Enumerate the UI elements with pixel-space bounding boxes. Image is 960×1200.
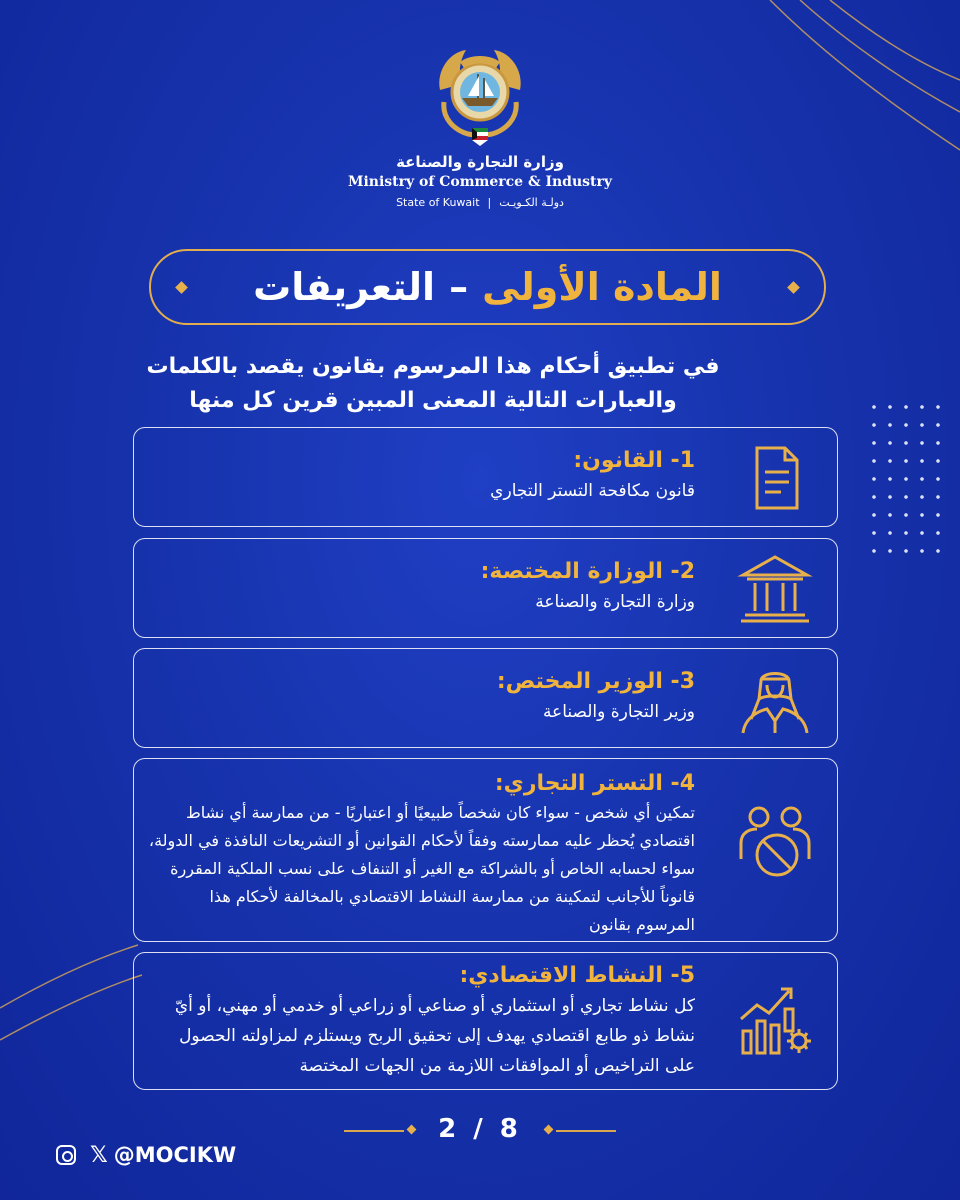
- title-dash: –: [449, 265, 469, 309]
- diamond-icon: [175, 281, 188, 294]
- state-arabic: دولـة الكـويـت: [499, 196, 564, 209]
- intro-line-1: في تطبيق أحكام هذا المرسوم بقانون يقصد بالكلمات: [146, 354, 720, 379]
- ministry-name-arabic: وزارة التجارة والصناعة: [396, 153, 564, 171]
- diamond-icon: [787, 281, 800, 294]
- social-handle[interactable]: @MOCIKW: [113, 1143, 237, 1167]
- definition-body: وزارة التجارة والصناعة: [535, 592, 695, 612]
- prohibited-people-icon: [735, 803, 815, 883]
- title-banner: [149, 249, 826, 325]
- document-icon: [735, 438, 815, 518]
- growth-chart-gear-icon: [735, 979, 815, 1059]
- definition-body: تمكين أي شخص - سواء كان شخصاً طبيعيًا أو اعتباريًا - من ممارسة أي نشاط اقتصادي يُحظر عليه ممارسته وفقاً لأحكام القوانين أو التشريعات النافذة في الدولة، سواء لحسابه الخاص أو بالشراكة مع الغير أو التنفاف على نسب الملكية المقررة قانوناً للأجانب لتمكينة من ممارسة النشاط الاقتصادي بالمخالفة لأحكام هذا المرسوم بقانون: [148, 803, 695, 934]
- definition-body: وزير التجارة والصناعة: [542, 702, 695, 722]
- definition-card-economic-activity: [133, 952, 838, 1090]
- state-english: State of Kuwait: [396, 196, 480, 209]
- definition-body: قانون مكافحة التستر التجاري: [490, 481, 695, 501]
- ministry-name-english: Ministry of Commerce & Industry: [347, 174, 613, 190]
- definition-heading: 5- النشاط الاقتصادي:: [459, 963, 695, 988]
- government-building-icon: [735, 549, 815, 629]
- state-separator: |: [487, 196, 492, 209]
- state-line: [0, 194, 960, 212]
- instagram-icon[interactable]: [56, 1145, 76, 1165]
- intro-line-2: والعبارات التالية المعنى المبين قرين كل منها: [189, 388, 677, 413]
- x-icon[interactable]: 𝕏: [90, 1142, 108, 1168]
- dot-pattern: [866, 398, 942, 558]
- definition-card-minister: [133, 648, 838, 748]
- definition-card-ministry: [133, 538, 838, 638]
- page-indicator: [330, 1114, 630, 1150]
- minister-person-icon: [735, 659, 815, 739]
- title-article: المادة الأولى: [482, 265, 722, 309]
- kuwait-emblem-logo: [432, 40, 528, 148]
- definition-body: كل نشاط تجاري أو استثماري أو صناعي أو زراعي أو خدمي أو مهني، أو أيّ نشاط ذو طابع اقتصادي يهدف إلى تحقيق الربح ويستلزم لمزاولته الحصول على التراخيص أو الموافقات اللازمة من الجهات المختصة: [174, 996, 695, 1076]
- definition-heading: 1- القانون:: [573, 448, 695, 473]
- definition-heading: 2- الوزارة المختصة:: [480, 559, 695, 584]
- page-number: 2 / 8: [438, 1114, 522, 1144]
- social-handles: [56, 1140, 236, 1170]
- intro-text: [120, 350, 746, 418]
- definition-heading: 4- التستر التجاري:: [494, 771, 695, 796]
- definition-heading: 3- الوزير المختص:: [496, 669, 695, 694]
- ministry-header: [0, 152, 960, 212]
- definition-card-law: [133, 427, 838, 527]
- definition-card-cover-up: [133, 758, 838, 942]
- title-definitions: التعريفات: [253, 265, 436, 309]
